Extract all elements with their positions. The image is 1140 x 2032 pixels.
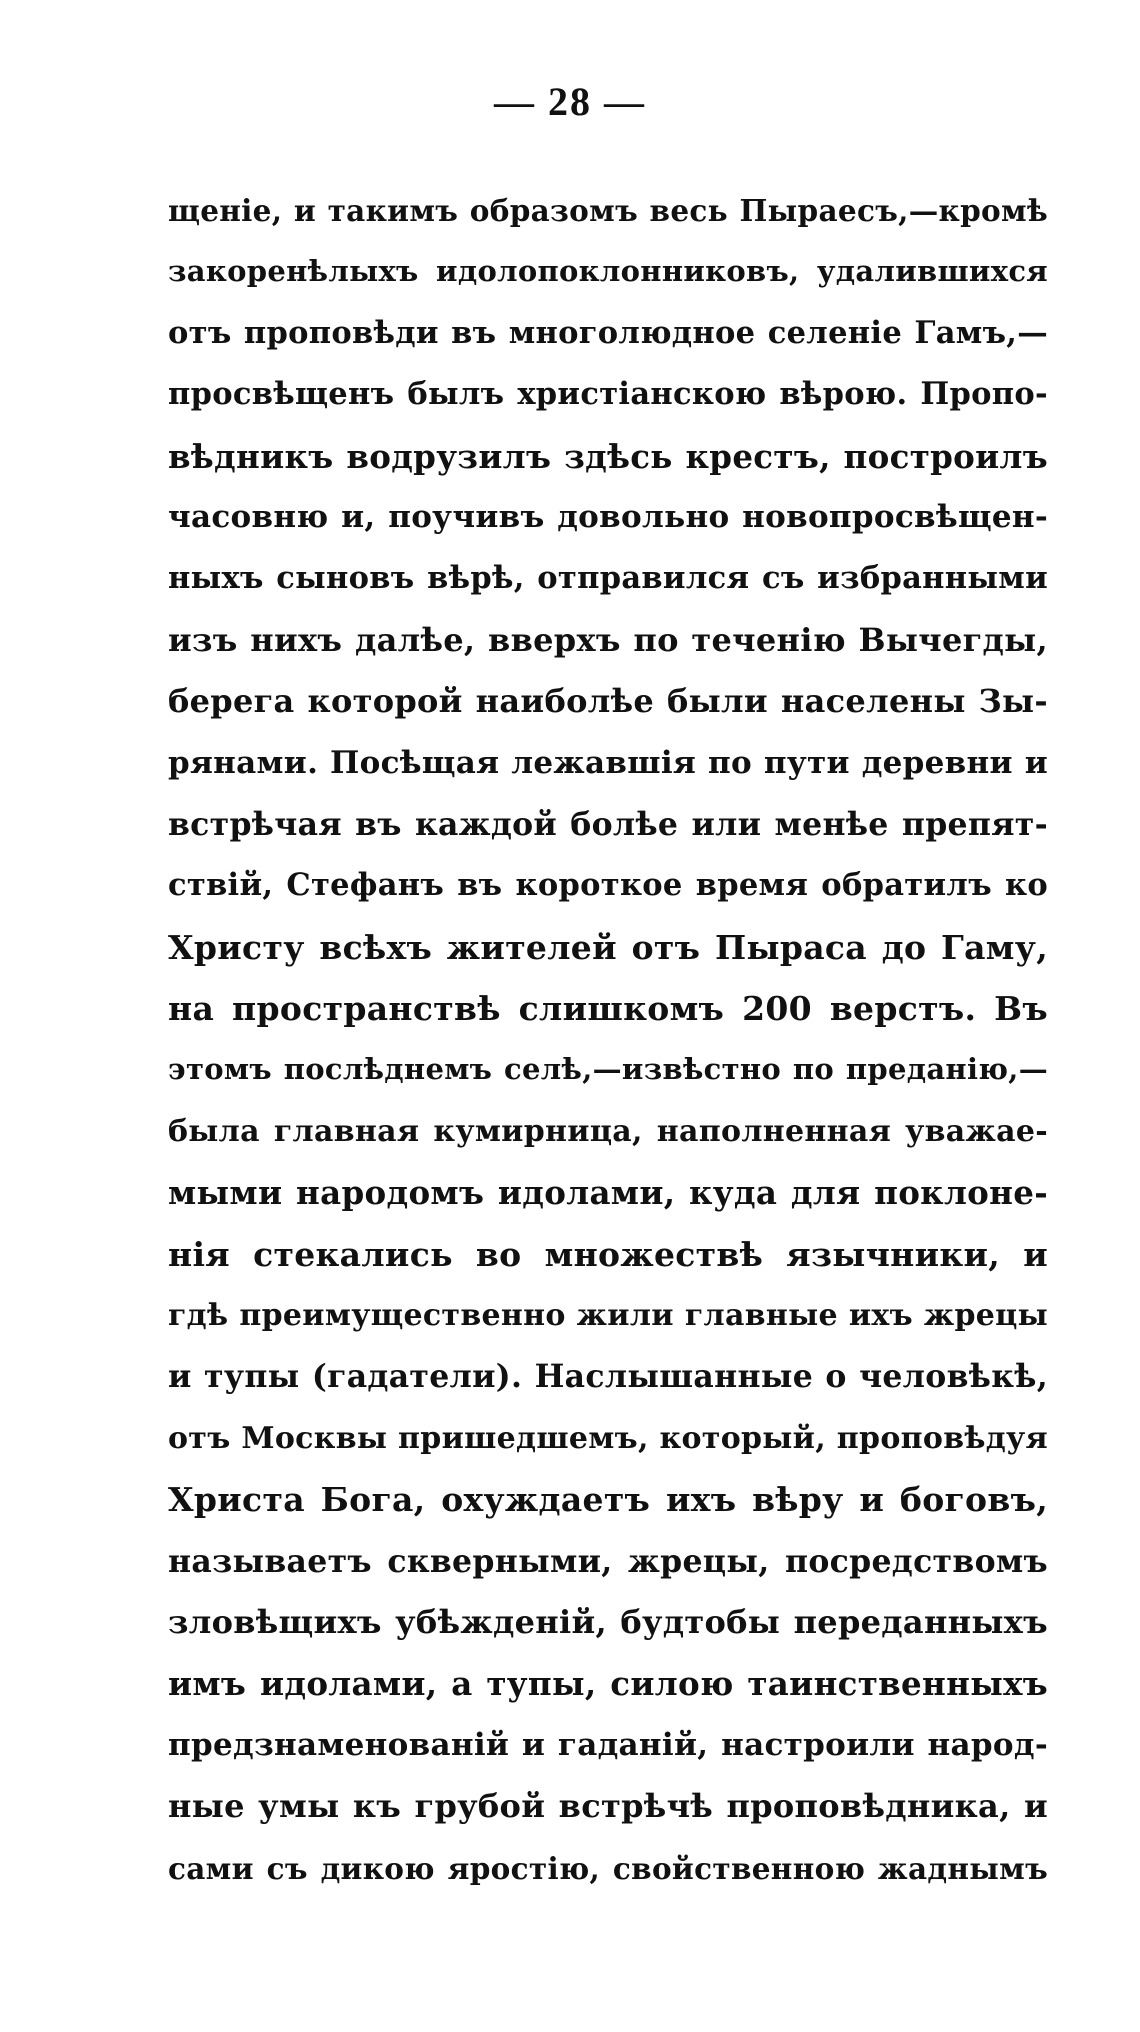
text-line: ные умы къ грубой встрѣчѣ проповѣдника, и: [168, 1787, 1048, 1826]
text-line: рянами. Посѣщая лежавшія по пути деревни и: [168, 744, 1048, 781]
text-line: изъ нихъ далѣе, вверхъ по теченію Вычегды,: [168, 620, 1048, 659]
text-line: ствій, Стефанъ въ короткое время обратилъ ко: [168, 867, 1048, 904]
text-line: предзнаменованій и гаданій, настроили народ-: [168, 1726, 1048, 1763]
text-line: и тупы (гадатели). Наслышанные о человѣкѣ,: [168, 1358, 1048, 1396]
text-line: закоренѣлыхъ идолопоклонниковъ, удалившихся: [168, 254, 1048, 289]
text-line: встрѣчая въ каждой болѣе или менѣе препят-: [168, 805, 1048, 843]
text-line: просвѣщенъ былъ христіанскою вѣрою. Пропо-: [168, 376, 1048, 413]
text-line: Христа Бога, охуждаетъ ихъ вѣру и боговъ,: [168, 1480, 1048, 1520]
text-line: отъ проповѣди въ многолюдное селеніе Гамъ,—: [168, 314, 1048, 351]
text-line: нія стекались во множествѣ язычники, и: [168, 1234, 1048, 1274]
text-line: щеніе, и такимъ образомъ весь Пыраесъ,—кромѣ: [168, 193, 1048, 228]
text-line: гдѣ преимущественно жили главные ихъ жрецы: [168, 1298, 1048, 1334]
text-line: сами съ дикою яростію, свойственною жаднымъ: [168, 1850, 1048, 1886]
page-number: — 28 —: [494, 79, 646, 124]
text-line: вѣдникъ водрузилъ здѣсь крестъ, построилъ: [168, 436, 1048, 476]
text-line: Христу всѣхъ жителей отъ Пыраса до Гаму,: [168, 927, 1048, 967]
text-line: мыми народомъ идолами, куда для поклоне-: [168, 1173, 1048, 1213]
text-line: ныхъ сыновъ вѣрѣ, отправился съ избранными: [168, 560, 1048, 597]
text-line: была главная кумирница, наполненная уважае-: [168, 1113, 1048, 1149]
text-line: имъ идолами, а тупы, силою таинственныхъ: [168, 1664, 1048, 1704]
text-line: этомъ послѣднемъ селѣ,—извѣстно по преданію,—: [168, 1052, 1048, 1087]
text-line: называетъ скверными, жрецы, посредствомъ: [168, 1542, 1048, 1580]
text-line: берега которой наиболѣе были населены Зы-: [168, 682, 1048, 721]
text-line: часовню и, поучивъ довольно новопросвѣщен-: [168, 498, 1048, 535]
text-line: на пространствѣ слишкомъ 200 верстъ. Въ: [168, 989, 1048, 1029]
text-line: зловѣщихъ убѣжденій, будтобы переданныхъ: [168, 1602, 1048, 1641]
body-text: [168, 180, 1048, 1899]
text-line: отъ Москвы пришедшемъ, который, проповѣдуя: [168, 1420, 1048, 1456]
